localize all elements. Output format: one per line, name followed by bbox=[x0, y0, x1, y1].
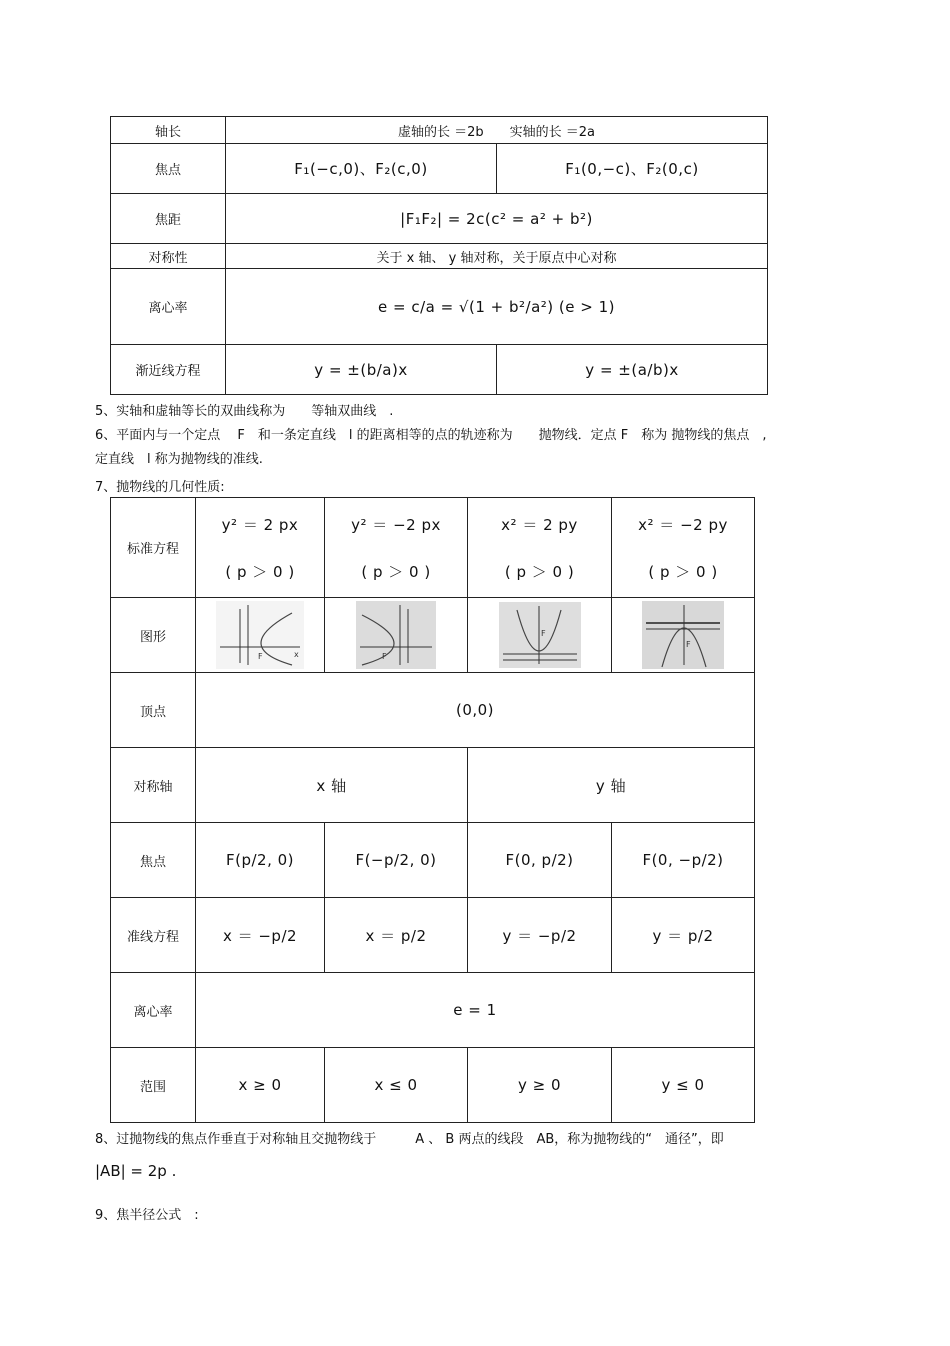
range-4: y ≤ 0 bbox=[612, 1048, 755, 1123]
equation-2: y² ＝ −2 px bbox=[351, 515, 441, 534]
equation-1: y² ＝ 2 px bbox=[221, 515, 299, 534]
graph-cell-4 bbox=[612, 598, 755, 673]
parabola-eccentricity-value: e = 1 bbox=[196, 973, 755, 1048]
axis-x-value: x 轴 bbox=[196, 748, 468, 823]
vertex-value: (0,0) bbox=[196, 673, 755, 748]
hyperbola-table bbox=[110, 116, 768, 395]
focus-1: F(p/2, 0) bbox=[196, 823, 325, 898]
axis-length-label: 轴长 bbox=[111, 117, 226, 144]
range-3: y ≥ 0 bbox=[468, 1048, 612, 1123]
range-label: 范围 bbox=[111, 1048, 196, 1123]
directrix-3: y ＝ −p/2 bbox=[468, 898, 612, 973]
equation-cell-2 bbox=[325, 498, 468, 598]
focal-distance-label: 焦距 bbox=[111, 194, 226, 244]
parabola-eccentricity-label: 离心率 bbox=[111, 973, 196, 1048]
paragraph-6a: 6、平面内与一个定点 F 和一条定直线 l 的距离相等的点的轨迹称为 抛物线．定点 F 称为 抛物线的焦点 , bbox=[95, 428, 767, 443]
asymptote-label: 渐近线方程 bbox=[111, 345, 226, 395]
range-2: x ≤ 0 bbox=[325, 1048, 468, 1123]
graph-cell-2 bbox=[325, 598, 468, 673]
paragraph-8a: 8、过抛物线的焦点作垂直于对称轴且交抛物线于 A 、 B 两点的线段 AB，称为抛物线的“ 通径”，即 bbox=[95, 1132, 724, 1147]
eccentricity-label: 离心率 bbox=[111, 269, 226, 345]
symmetry-label: 对称性 bbox=[111, 244, 226, 269]
standard-equation-label: 标准方程 bbox=[111, 498, 196, 598]
graph-cell-1 bbox=[196, 598, 325, 673]
parabola-table bbox=[110, 497, 755, 1123]
range-1: x ≥ 0 bbox=[196, 1048, 325, 1123]
axis-y-value: y 轴 bbox=[468, 748, 755, 823]
directrix-label: 准线方程 bbox=[111, 898, 196, 973]
svg-text:F: F bbox=[540, 629, 546, 638]
svg-text:x: x bbox=[294, 650, 299, 659]
equation-cell-1 bbox=[196, 498, 325, 598]
asymptote-x: y = ±(b/a)x bbox=[226, 345, 497, 395]
parabola-up-icon bbox=[499, 602, 581, 668]
directrix-2: x ＝ p/2 bbox=[325, 898, 468, 973]
condition-2: ( p ＞ 0 ) bbox=[361, 562, 431, 581]
svg-text:F: F bbox=[686, 640, 691, 649]
parabola-right-icon bbox=[216, 601, 304, 669]
graph-label: 图形 bbox=[111, 598, 196, 673]
focal-distance-value: |F₁F₂| = 2c(c² = a² + b²) bbox=[226, 194, 768, 244]
graph-cell-3 bbox=[468, 598, 612, 673]
symmetry-value: 关于 x 轴、 y 轴对称，关于原点中心对称 bbox=[226, 244, 768, 269]
asymptote-y: y = ±(a/b)x bbox=[497, 345, 768, 395]
focus-4: F(0, −p/2) bbox=[612, 823, 755, 898]
condition-4: ( p ＞ 0 ) bbox=[648, 562, 718, 581]
hyperbola-focus-label: 焦点 bbox=[111, 144, 226, 194]
focus-3: F(0, p/2) bbox=[468, 823, 612, 898]
paragraph-5: 5、实轴和虚轴等长的双曲线称为 等轴双曲线 . bbox=[95, 404, 394, 419]
focus-2: F(−p/2, 0) bbox=[325, 823, 468, 898]
equation-cell-4 bbox=[612, 498, 755, 598]
svg-text:F: F bbox=[258, 652, 263, 661]
directrix-1: x ＝ −p/2 bbox=[196, 898, 325, 973]
parabola-focus-label: 焦点 bbox=[111, 823, 196, 898]
equation-4: x² ＝ −2 py bbox=[638, 515, 728, 534]
paragraph-9: 9、焦半径公式 : bbox=[95, 1208, 199, 1223]
paragraph-7: 7、抛物线的几何性质: bbox=[95, 480, 225, 495]
hyperbola-focus-x: F₁(−c,0)、F₂(c,0) bbox=[226, 144, 497, 194]
directrix-4: y ＝ p/2 bbox=[612, 898, 755, 973]
eccentricity-value: e = c/a = √(1 + b²/a²) (e > 1) bbox=[226, 269, 768, 345]
condition-1: ( p ＞ 0 ) bbox=[225, 562, 295, 581]
equation-3: x² ＝ 2 py bbox=[501, 515, 578, 534]
axis-length-value: 虚轴的长 ＝2b 实轴的长 ＝2a bbox=[226, 117, 768, 144]
parabola-left-icon bbox=[356, 601, 436, 669]
parabola-down-icon bbox=[642, 601, 724, 669]
paragraph-8b: |AB| = 2p . bbox=[95, 1162, 177, 1180]
svg-text:F: F bbox=[382, 652, 387, 661]
axis-of-symmetry-label: 对称轴 bbox=[111, 748, 196, 823]
hyperbola-focus-y: F₁(0,−c)、F₂(0,c) bbox=[497, 144, 768, 194]
vertex-label: 顶点 bbox=[111, 673, 196, 748]
condition-3: ( p ＞ 0 ) bbox=[504, 562, 575, 581]
equation-cell-3 bbox=[468, 498, 612, 598]
paragraph-6b: 定直线 l 称为抛物线的准线. bbox=[95, 452, 263, 467]
